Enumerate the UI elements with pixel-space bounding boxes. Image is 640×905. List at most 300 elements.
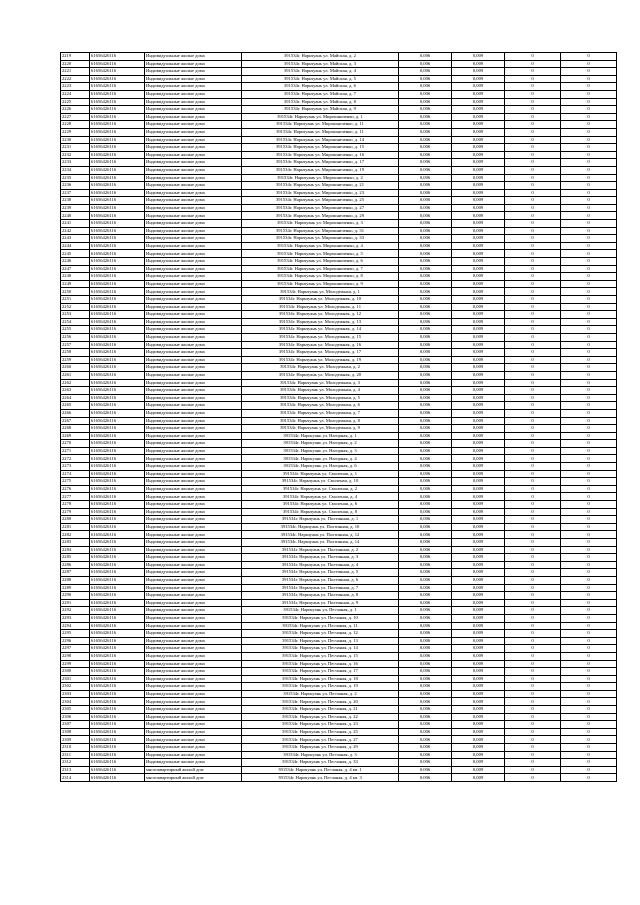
building-type-cell: Индивидуальные жилые дома xyxy=(145,318,242,326)
row-number-cell: 2270 xyxy=(61,440,90,448)
value4-cell: 0 xyxy=(561,713,617,721)
table-row xyxy=(61,204,617,212)
row-number-cell: 2311 xyxy=(61,751,90,759)
address-cell: 391534г. Нарьчуань ул. Смоленая, д. 10 xyxy=(242,478,399,486)
value3-cell: 0 xyxy=(505,463,561,471)
value2-cell: 0,009 xyxy=(452,569,505,577)
value2-cell: 0,009 xyxy=(452,371,505,379)
row-number-cell: 2301 xyxy=(61,675,90,683)
value3-cell: 0 xyxy=(505,576,561,584)
value3-cell: 0 xyxy=(505,174,561,182)
value4-cell: 0 xyxy=(561,759,617,767)
value4-cell: 0 xyxy=(561,637,617,645)
oktmo-code-cell: 61656426116 xyxy=(90,113,145,121)
oktmo-code-cell: 61656426116 xyxy=(90,774,145,782)
value3-cell: 0 xyxy=(505,607,561,615)
value2-cell: 0,009 xyxy=(452,364,505,372)
oktmo-code-cell: 61656426116 xyxy=(90,106,145,114)
value2-cell: 0,009 xyxy=(452,592,505,600)
value4-cell: 0 xyxy=(561,60,617,68)
value4-cell: 0 xyxy=(561,744,617,752)
value4-cell: 0 xyxy=(561,660,617,668)
value1-cell: 0,006 xyxy=(399,296,452,304)
value2-cell: 0,009 xyxy=(452,417,505,425)
row-number-cell: 2265 xyxy=(61,402,90,410)
building-type-cell: Индивидуальные жилые дома xyxy=(145,523,242,531)
oktmo-code-cell: 61656426116 xyxy=(90,569,145,577)
address-cell: 391534г. Нарьчуань ул. Мирошниченко, д. 7 xyxy=(242,265,399,273)
value4-cell: 0 xyxy=(561,728,617,736)
row-number-cell: 2254 xyxy=(61,318,90,326)
building-type-cell: Индивидуальные жилые дома xyxy=(145,98,242,106)
oktmo-code-cell: 61656426116 xyxy=(90,280,145,288)
value1-cell: 0,006 xyxy=(399,144,452,152)
table-row xyxy=(61,706,617,714)
row-number-cell: 2251 xyxy=(61,296,90,304)
row-number-cell: 2250 xyxy=(61,288,90,296)
row-number-cell: 2293 xyxy=(61,614,90,622)
building-type-cell: Индивидуальные жилые дома xyxy=(145,432,242,440)
table-row xyxy=(61,53,617,61)
value1-cell: 0,006 xyxy=(399,349,452,357)
value2-cell: 0,009 xyxy=(452,144,505,152)
oktmo-code-cell: 61656426116 xyxy=(90,592,145,600)
address-cell: 391534г. Нарьчуань ул. Смоленая, д. 4 xyxy=(242,493,399,501)
building-type-cell: Индивидуальные жилые дома xyxy=(145,516,242,524)
table-row xyxy=(61,425,617,433)
address-cell: 391534г. Нарьчуань ул. Мирошниченко, д. 33 xyxy=(242,235,399,243)
building-type-cell: Индивидуальные жилые дома xyxy=(145,250,242,258)
row-number-cell: 2258 xyxy=(61,349,90,357)
value3-cell: 0 xyxy=(505,728,561,736)
value4-cell: 0 xyxy=(561,622,617,630)
value2-cell: 0,009 xyxy=(452,128,505,136)
address-cell: 391534г. Нарьчуань ул. Молодежная, д. 6 xyxy=(242,402,399,410)
value4-cell: 0 xyxy=(561,136,617,144)
address-cell: 391534г. Нарьчуань ул. Песчаная, д. 21 xyxy=(242,706,399,714)
value3-cell: 0 xyxy=(505,630,561,638)
address-cell: 391534г. Нарьчуань ул. Песчаная, д. 14 xyxy=(242,645,399,653)
oktmo-code-cell: 61656426116 xyxy=(90,584,145,592)
building-type-cell: Индивидуальные жилые дома xyxy=(145,159,242,167)
value2-cell: 0,009 xyxy=(452,166,505,174)
row-number-cell: 2274 xyxy=(61,470,90,478)
value1-cell: 0,006 xyxy=(399,106,452,114)
value4-cell: 0 xyxy=(561,683,617,691)
address-cell: 391534г. Нарьчуань ул. Майская, д. 4 xyxy=(242,68,399,76)
value2-cell: 0,009 xyxy=(452,83,505,91)
value3-cell: 0 xyxy=(505,136,561,144)
value3-cell: 0 xyxy=(505,425,561,433)
value1-cell: 0,006 xyxy=(399,128,452,136)
value1-cell: 0,006 xyxy=(399,440,452,448)
address-cell: 391534г. Нарьчуань ул. Нагорная, д. 2 xyxy=(242,440,399,448)
oktmo-code-cell: 61656426116 xyxy=(90,364,145,372)
table-row xyxy=(61,349,617,357)
value1-cell: 0,006 xyxy=(399,197,452,205)
value2-cell: 0,009 xyxy=(452,607,505,615)
value1-cell: 0,006 xyxy=(399,220,452,228)
oktmo-code-cell: 61656426116 xyxy=(90,470,145,478)
value3-cell: 0 xyxy=(505,736,561,744)
value2-cell: 0,009 xyxy=(452,402,505,410)
value4-cell: 0 xyxy=(561,288,617,296)
value2-cell: 0,009 xyxy=(452,501,505,509)
value3-cell: 0 xyxy=(505,75,561,83)
value2-cell: 0,009 xyxy=(452,493,505,501)
value3-cell: 0 xyxy=(505,311,561,319)
address-cell: 391534г. Нарьчуань ул. Мирошниченко, д. 4 xyxy=(242,242,399,250)
row-number-cell: 2286 xyxy=(61,561,90,569)
value2-cell: 0,009 xyxy=(452,53,505,61)
building-type-cell: Индивидуальные жилые дома xyxy=(145,592,242,600)
address-cell: 391534г. Нарьчуань ул. Молодежная, д. 20 xyxy=(242,371,399,379)
building-type-cell: Индивидуальные жилые дома xyxy=(145,546,242,554)
value4-cell: 0 xyxy=(561,409,617,417)
table-row xyxy=(61,576,617,584)
table-row xyxy=(61,698,617,706)
address-cell: 391534г. Нарьчуань ул. Мирошниченко, д. 23 xyxy=(242,189,399,197)
value4-cell: 0 xyxy=(561,554,617,562)
building-type-cell: Индивидуальные жилые дома xyxy=(145,463,242,471)
value1-cell: 0,006 xyxy=(399,485,452,493)
building-type-cell: Индивидуальные жилые дома xyxy=(145,83,242,91)
building-type-cell: Индивидуальные жилые дома xyxy=(145,713,242,721)
oktmo-code-cell: 61656426116 xyxy=(90,235,145,243)
value2-cell: 0,009 xyxy=(452,136,505,144)
oktmo-code-cell: 61656426116 xyxy=(90,493,145,501)
building-type-cell: Индивидуальные жилые дома xyxy=(145,326,242,334)
building-type-cell: Индивидуальные жилые дома xyxy=(145,478,242,486)
value3-cell: 0 xyxy=(505,721,561,729)
value3-cell: 0 xyxy=(505,622,561,630)
address-cell: 391534г. Нарьчуань ул. Полтинная, д. 4 xyxy=(242,561,399,569)
value2-cell: 0,009 xyxy=(452,356,505,364)
value4-cell: 0 xyxy=(561,106,617,114)
value2-cell: 0,009 xyxy=(452,204,505,212)
value1-cell: 0,006 xyxy=(399,508,452,516)
row-number-cell: 2261 xyxy=(61,371,90,379)
address-cell: 391534г. Нарьчуань ул. Мирошниченко, д. 14 xyxy=(242,136,399,144)
value1-cell: 0,006 xyxy=(399,204,452,212)
value4-cell: 0 xyxy=(561,614,617,622)
value4-cell: 0 xyxy=(561,455,617,463)
address-cell: 391534г. Нарьчуань ул. Смоленая, д. 8 xyxy=(242,508,399,516)
value2-cell: 0,009 xyxy=(452,546,505,554)
building-type-cell: Индивидуальные жилые дома xyxy=(145,690,242,698)
address-cell: 391534г. Нарьчуань ул. Молодежная, д. 5 xyxy=(242,394,399,402)
oktmo-code-cell: 61656426116 xyxy=(90,356,145,364)
value1-cell: 0,006 xyxy=(399,751,452,759)
row-number-cell: 2233 xyxy=(61,159,90,167)
address-cell: 391534г. Нарьчуань ул. Молодежная, д. 12 xyxy=(242,311,399,319)
value4-cell: 0 xyxy=(561,90,617,98)
oktmo-code-cell: 61656426116 xyxy=(90,698,145,706)
value4-cell: 0 xyxy=(561,485,617,493)
value1-cell: 0,006 xyxy=(399,364,452,372)
value2-cell: 0,009 xyxy=(452,660,505,668)
building-type-cell: Индивидуальные жилые дома xyxy=(145,470,242,478)
oktmo-code-cell: 61656426116 xyxy=(90,539,145,547)
value1-cell: 0,006 xyxy=(399,212,452,220)
value2-cell: 0,009 xyxy=(452,425,505,433)
row-number-cell: 2231 xyxy=(61,144,90,152)
address-cell: 391534г. Нарьчуань ул. Майская, д. 9 xyxy=(242,106,399,114)
address-cell: 391534г. Нарьчуань ул. Полтинная, д. 6 xyxy=(242,576,399,584)
row-number-cell: 2249 xyxy=(61,280,90,288)
value4-cell: 0 xyxy=(561,151,617,159)
value2-cell: 0,009 xyxy=(452,523,505,531)
value2-cell: 0,009 xyxy=(452,539,505,547)
value2-cell: 0,009 xyxy=(452,713,505,721)
value2-cell: 0,009 xyxy=(452,303,505,311)
value3-cell: 0 xyxy=(505,288,561,296)
row-number-cell: 2290 xyxy=(61,592,90,600)
address-cell: 391534г. Нарьчуань ул. Полтинная, д. 3 xyxy=(242,554,399,562)
row-number-cell: 2236 xyxy=(61,182,90,190)
building-type-cell: Индивидуальные жилые дома xyxy=(145,212,242,220)
value4-cell: 0 xyxy=(561,523,617,531)
value1-cell: 0,006 xyxy=(399,447,452,455)
value4-cell: 0 xyxy=(561,690,617,698)
oktmo-code-cell: 61656426116 xyxy=(90,121,145,129)
value3-cell: 0 xyxy=(505,98,561,106)
oktmo-code-cell: 61656426116 xyxy=(90,151,145,159)
value1-cell: 0,006 xyxy=(399,463,452,471)
address-cell: 391534г. Нарьчуань ул. Молодежная, д. 19 xyxy=(242,356,399,364)
value4-cell: 0 xyxy=(561,425,617,433)
table-row xyxy=(61,683,617,691)
value2-cell: 0,009 xyxy=(452,242,505,250)
table-row xyxy=(61,68,617,76)
value4-cell: 0 xyxy=(561,364,617,372)
oktmo-code-cell: 61656426116 xyxy=(90,311,145,319)
row-number-cell: 2296 xyxy=(61,637,90,645)
address-cell: 391534г. Нарьчуань ул. Нагорная, д. 1 xyxy=(242,432,399,440)
value1-cell: 0,006 xyxy=(399,121,452,129)
address-cell: 391534г. Нарьчуань ул. Полтинная, д. 9 xyxy=(242,599,399,607)
value3-cell: 0 xyxy=(505,113,561,121)
row-number-cell: 2295 xyxy=(61,630,90,638)
value4-cell: 0 xyxy=(561,68,617,76)
value3-cell: 0 xyxy=(505,508,561,516)
table-row xyxy=(61,440,617,448)
oktmo-code-cell: 61656426116 xyxy=(90,98,145,106)
oktmo-code-cell: 61656426116 xyxy=(90,288,145,296)
address-cell: 391534г. Нарьчуань ул. Полтинная, д. 2 xyxy=(242,546,399,554)
row-number-cell: 2280 xyxy=(61,516,90,524)
table-row xyxy=(61,235,617,243)
oktmo-code-cell: 61656426116 xyxy=(90,675,145,683)
row-number-cell: 2237 xyxy=(61,189,90,197)
building-type-cell: Индивидуальные жилые дома xyxy=(145,144,242,152)
building-type-cell: Индивидуальные жилые дома xyxy=(145,60,242,68)
address-cell: 391534г. Нарьчуань ул. Молодежная, д. 7 xyxy=(242,409,399,417)
table-row xyxy=(61,394,617,402)
address-cell: 391534г. Нарьчуань ул. Песчаная, д. 12 xyxy=(242,630,399,638)
building-type-cell: Индивидуальные жилые дома xyxy=(145,668,242,676)
table-row xyxy=(61,652,617,660)
oktmo-code-cell: 61656426116 xyxy=(90,432,145,440)
oktmo-code-cell: 61656426116 xyxy=(90,508,145,516)
value1-cell: 0,006 xyxy=(399,607,452,615)
row-number-cell: 2239 xyxy=(61,204,90,212)
table-row xyxy=(61,402,617,410)
row-number-cell: 2276 xyxy=(61,485,90,493)
table-row xyxy=(61,371,617,379)
building-type-cell: Индивидуальные жилые дома xyxy=(145,197,242,205)
value2-cell: 0,009 xyxy=(452,531,505,539)
table-row xyxy=(61,432,617,440)
value1-cell: 0,006 xyxy=(399,68,452,76)
building-type-cell: Индивидуальные жилые дома xyxy=(145,113,242,121)
value4-cell: 0 xyxy=(561,675,617,683)
value1-cell: 0,006 xyxy=(399,311,452,319)
row-number-cell: 2235 xyxy=(61,174,90,182)
value2-cell: 0,009 xyxy=(452,379,505,387)
row-number-cell: 2313 xyxy=(61,766,90,774)
value2-cell: 0,009 xyxy=(452,98,505,106)
address-cell: 391534г. Нарьчуань ул. Полтинная, д. 8 xyxy=(242,592,399,600)
row-number-cell: 2244 xyxy=(61,242,90,250)
building-type-cell: Индивидуальные жилые дома xyxy=(145,364,242,372)
table-body xyxy=(61,53,617,782)
building-type-cell: Индивидуальные жилые дома xyxy=(145,637,242,645)
value4-cell: 0 xyxy=(561,212,617,220)
value2-cell: 0,009 xyxy=(452,599,505,607)
oktmo-code-cell: 61656426116 xyxy=(90,409,145,417)
value2-cell: 0,009 xyxy=(452,273,505,281)
table-row xyxy=(61,599,617,607)
value1-cell: 0,006 xyxy=(399,645,452,653)
row-number-cell: 2240 xyxy=(61,212,90,220)
oktmo-code-cell: 61656426116 xyxy=(90,182,145,190)
value2-cell: 0,009 xyxy=(452,189,505,197)
oktmo-code-cell: 61656426116 xyxy=(90,159,145,167)
value4-cell: 0 xyxy=(561,341,617,349)
value3-cell: 0 xyxy=(505,637,561,645)
value2-cell: 0,009 xyxy=(452,432,505,440)
value1-cell: 0,006 xyxy=(399,371,452,379)
row-number-cell: 2255 xyxy=(61,326,90,334)
value4-cell: 0 xyxy=(561,227,617,235)
value2-cell: 0,009 xyxy=(452,349,505,357)
table-row xyxy=(61,387,617,395)
value2-cell: 0,009 xyxy=(452,387,505,395)
value1-cell: 0,006 xyxy=(399,455,452,463)
value3-cell: 0 xyxy=(505,774,561,782)
value2-cell: 0,009 xyxy=(452,759,505,767)
value4-cell: 0 xyxy=(561,440,617,448)
address-cell: 391534г. Нарьчуань ул. Мирошниченко, д. 9 xyxy=(242,280,399,288)
row-number-cell: 2242 xyxy=(61,227,90,235)
address-cell: 391534г. Нарьчуань ул. Молодежная, д. 3 xyxy=(242,379,399,387)
value1-cell: 0,006 xyxy=(399,425,452,433)
building-type-cell: Индивидуальные жилые дома xyxy=(145,531,242,539)
value3-cell: 0 xyxy=(505,432,561,440)
value1-cell: 0,006 xyxy=(399,493,452,501)
row-number-cell: 2300 xyxy=(61,668,90,676)
value4-cell: 0 xyxy=(561,318,617,326)
table-row xyxy=(61,258,617,266)
value2-cell: 0,009 xyxy=(452,311,505,319)
value3-cell: 0 xyxy=(505,614,561,622)
value4-cell: 0 xyxy=(561,98,617,106)
value1-cell: 0,006 xyxy=(399,728,452,736)
oktmo-code-cell: 61656426116 xyxy=(90,668,145,676)
value2-cell: 0,009 xyxy=(452,675,505,683)
address-cell: 391534г. Нарьчуань ул. Мирошниченко, д. 3 xyxy=(242,220,399,228)
value2-cell: 0,009 xyxy=(452,288,505,296)
value2-cell: 0,009 xyxy=(452,485,505,493)
table-row xyxy=(61,630,617,638)
value4-cell: 0 xyxy=(561,356,617,364)
value4-cell: 0 xyxy=(561,706,617,714)
value4-cell: 0 xyxy=(561,242,617,250)
oktmo-code-cell: 61656426116 xyxy=(90,425,145,433)
value1-cell: 0,006 xyxy=(399,546,452,554)
address-cell: 391534г. Нарьчуань ул. Полтинная, д. 7 xyxy=(242,584,399,592)
value1-cell: 0,006 xyxy=(399,318,452,326)
value3-cell: 0 xyxy=(505,182,561,190)
value3-cell: 0 xyxy=(505,227,561,235)
value3-cell: 0 xyxy=(505,470,561,478)
value2-cell: 0,009 xyxy=(452,478,505,486)
table-row xyxy=(61,539,617,547)
value4-cell: 0 xyxy=(561,189,617,197)
address-cell: 391534г. Нарьчуань ул. Песчаная, д. 22 xyxy=(242,713,399,721)
table-row xyxy=(61,690,617,698)
table-row xyxy=(61,113,617,121)
oktmo-code-cell: 61656426116 xyxy=(90,90,145,98)
value2-cell: 0,009 xyxy=(452,235,505,243)
value1-cell: 0,006 xyxy=(399,280,452,288)
value4-cell: 0 xyxy=(561,493,617,501)
value3-cell: 0 xyxy=(505,151,561,159)
value4-cell: 0 xyxy=(561,265,617,273)
table-row xyxy=(61,622,617,630)
address-cell: 391534г. Нарьчуань ул. Майская, д. 8 xyxy=(242,98,399,106)
value3-cell: 0 xyxy=(505,197,561,205)
building-type-cell: Индивидуальные жилые дома xyxy=(145,751,242,759)
value4-cell: 0 xyxy=(561,736,617,744)
value1-cell: 0,006 xyxy=(399,721,452,729)
row-number-cell: 2282 xyxy=(61,531,90,539)
value1-cell: 0,006 xyxy=(399,113,452,121)
value1-cell: 0,006 xyxy=(399,501,452,509)
address-cell: 391534г. Нарьчуань ул. Мирошниченко, д. 16 xyxy=(242,151,399,159)
value4-cell: 0 xyxy=(561,721,617,729)
value1-cell: 0,006 xyxy=(399,265,452,273)
oktmo-code-cell: 61656426116 xyxy=(90,189,145,197)
value1-cell: 0,006 xyxy=(399,409,452,417)
address-cell: 391534г. Нарьчуань ул. Песчаная, д. 11 xyxy=(242,622,399,630)
value1-cell: 0,006 xyxy=(399,60,452,68)
address-cell: 391534г. Нарьчуань ул. Песчаная, д. 25 xyxy=(242,728,399,736)
value2-cell: 0,009 xyxy=(452,409,505,417)
address-cell: 391534г. Нарьчуань ул. Молодежная, д. 8 xyxy=(242,417,399,425)
value1-cell: 0,006 xyxy=(399,523,452,531)
value2-cell: 0,009 xyxy=(452,470,505,478)
value2-cell: 0,009 xyxy=(452,516,505,524)
address-cell: 391534г. Нарьчуань ул. Песчаная, д. 10 xyxy=(242,614,399,622)
value2-cell: 0,009 xyxy=(452,212,505,220)
value1-cell: 0,006 xyxy=(399,744,452,752)
row-number-cell: 2291 xyxy=(61,599,90,607)
value4-cell: 0 xyxy=(561,774,617,782)
table-row xyxy=(61,280,617,288)
address-cell: 391534г. Нарьчуань ул. Песчаная, д. 29 xyxy=(242,744,399,752)
